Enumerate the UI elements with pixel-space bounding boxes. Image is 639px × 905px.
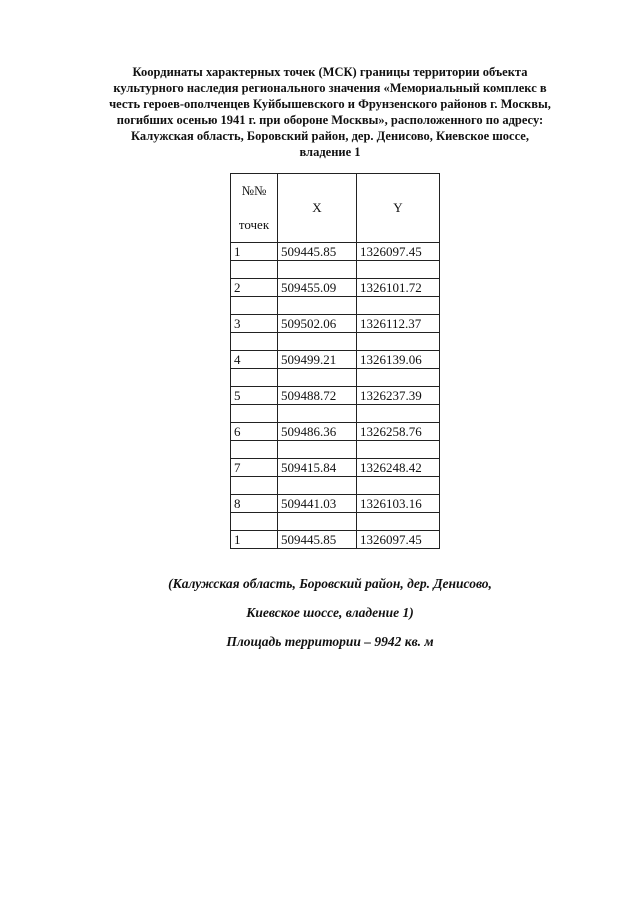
cell-y: 1326139.06	[357, 351, 440, 369]
spacer-row	[231, 513, 440, 531]
cell-point-number: 8	[231, 495, 278, 513]
cell-x: 509502.06	[278, 315, 357, 333]
footer-address-line2: Киевское шоссе, владение 1)	[246, 605, 414, 620]
cell-y: 1326097.45	[357, 243, 440, 261]
cell-point-number: 4	[231, 351, 278, 369]
cell-x: 509455.09	[278, 279, 357, 297]
empty-cell	[357, 369, 440, 387]
document-title	[70, 64, 590, 160]
cell-y: 1326103.16	[357, 495, 440, 513]
spacer-row	[231, 369, 440, 387]
cell-x: 509445.85	[278, 243, 357, 261]
spacer-row	[231, 261, 440, 279]
empty-cell	[278, 513, 357, 531]
table-row	[231, 279, 440, 297]
cell-point-number: 1	[231, 243, 278, 261]
empty-cell	[278, 333, 357, 351]
cell-point-number: 7	[231, 459, 278, 477]
spacer-row	[231, 297, 440, 315]
spacer-row	[231, 405, 440, 423]
cell-x: 509441.03	[278, 495, 357, 513]
footer-area: Площадь территории – 9942 кв. м	[226, 634, 434, 649]
table-header-row	[231, 174, 440, 243]
empty-cell	[278, 369, 357, 387]
table-row	[231, 495, 440, 513]
table-row	[231, 387, 440, 405]
cell-y: 1326112.37	[357, 315, 440, 333]
empty-cell	[278, 261, 357, 279]
spacer-row	[231, 441, 440, 459]
cell-point-number: 3	[231, 315, 278, 333]
table-body	[231, 243, 440, 549]
cell-point-number: 6	[231, 423, 278, 441]
cell-x: 509415.84	[278, 459, 357, 477]
title-line: честь героев-ополченцев Куйбышевского и Фрунзенского районов г. Москвы,	[109, 97, 551, 111]
empty-cell	[231, 441, 278, 459]
title-line: Координаты характерных точек (МСК) границы территории объекта	[132, 65, 528, 79]
cell-y: 1326237.39	[357, 387, 440, 405]
empty-cell	[231, 477, 278, 495]
empty-cell	[357, 477, 440, 495]
empty-cell	[357, 441, 440, 459]
empty-cell	[231, 369, 278, 387]
cell-x: 509486.36	[278, 423, 357, 441]
title-line: Калужская область, Боровский район, дер. Денисово, Киевское шоссе,	[131, 129, 529, 143]
cell-point-number: 1	[231, 531, 278, 549]
cell-y: 1326097.45	[357, 531, 440, 549]
header-point-number: №№ точек	[231, 174, 278, 243]
empty-cell	[278, 441, 357, 459]
empty-cell	[357, 405, 440, 423]
empty-cell	[231, 297, 278, 315]
empty-cell	[357, 261, 440, 279]
empty-cell	[357, 513, 440, 531]
empty-cell	[231, 261, 278, 279]
empty-cell	[231, 333, 278, 351]
header-y: Y	[357, 174, 440, 243]
cell-point-number: 5	[231, 387, 278, 405]
empty-cell	[357, 333, 440, 351]
empty-cell	[357, 297, 440, 315]
empty-cell	[278, 405, 357, 423]
table-row	[231, 423, 440, 441]
cell-x: 509499.21	[278, 351, 357, 369]
footer-address-line1: (Калужская область, Боровский район, дер. Денисово,	[168, 576, 492, 591]
empty-cell	[278, 297, 357, 315]
title-line: культурного наследия регионального значения «Мемориальный комплекс в	[113, 81, 547, 95]
coordinates-table	[230, 173, 440, 549]
spacer-row	[231, 477, 440, 495]
empty-cell	[278, 477, 357, 495]
table-row	[231, 459, 440, 477]
table-row	[231, 243, 440, 261]
cell-y: 1326258.76	[357, 423, 440, 441]
spacer-row	[231, 333, 440, 351]
cell-y: 1326248.42	[357, 459, 440, 477]
title-line: погибших осенью 1941 г. при обороне Москвы», расположенного по адресу:	[116, 113, 544, 127]
table-row	[231, 531, 440, 549]
table-row	[231, 351, 440, 369]
cell-x: 509445.85	[278, 531, 357, 549]
table-row	[231, 315, 440, 333]
header-x: X	[278, 174, 357, 243]
title-line: владение 1	[299, 145, 361, 159]
empty-cell	[231, 405, 278, 423]
cell-y: 1326101.72	[357, 279, 440, 297]
cell-point-number: 2	[231, 279, 278, 297]
empty-cell	[231, 513, 278, 531]
cell-x: 509488.72	[278, 387, 357, 405]
